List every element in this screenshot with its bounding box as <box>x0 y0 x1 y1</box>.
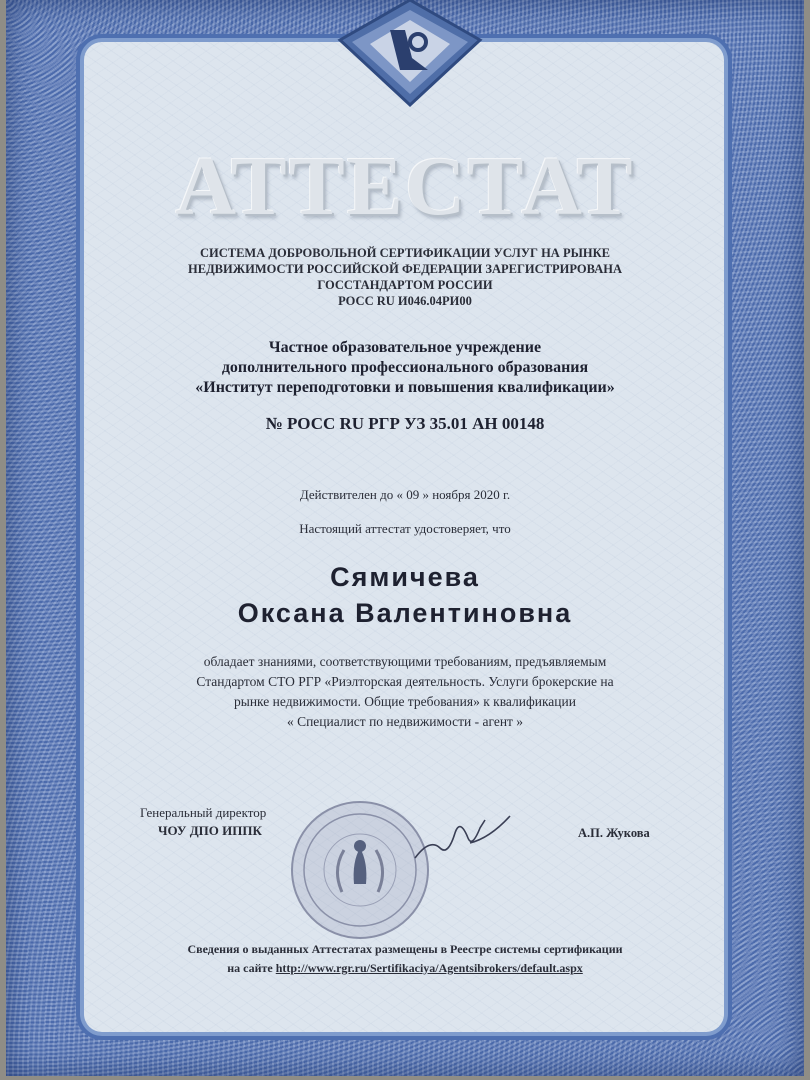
certificate-title: АТТЕСТАТ <box>175 140 635 233</box>
system-line: НЕДВИЖИМОСТИ РОССИЙСКОЙ ФЕДЕРАЦИИ ЗАРЕГИСТРИРОВАНА <box>188 262 622 276</box>
organization-line: дополнительного профессионального образования <box>221 359 589 376</box>
statement-line: рынке недвижимости. Общие требования» к квалификации <box>234 694 576 709</box>
system-line: ГОССТАНДАРТОМ РОССИИ <box>317 278 493 292</box>
statement-line: Стандартом СТО РГР «Риэлторская деятельность. Услуги брокерские на <box>196 674 614 689</box>
validity-date: Действителен до « 09 » ноября 2020 г. <box>299 487 511 502</box>
registry-link[interactable]: http://www.rgr.ru/Sertifikaciya/Agentsibrokers/default.aspx <box>275 961 583 975</box>
registry-prefix: на сайте <box>227 961 276 975</box>
emblem-logo-icon <box>300 0 520 110</box>
system-line: РОСС RU И046.04РИ00 <box>338 294 472 308</box>
certification-system-text <box>100 245 710 309</box>
holder-surname: Сямичева <box>330 562 480 592</box>
statement-line: « Специалист по недвижимости - агент » <box>286 714 524 729</box>
organization-line: «Институт переподготовки и повышения квалификации» <box>195 379 615 396</box>
certifies-statement: Настоящий аттестат удостоверяет, что <box>299 521 511 536</box>
registry-note <box>100 940 710 978</box>
director-organization: ЧОУ ДПО ИППК <box>158 823 262 838</box>
qualification-statement <box>100 652 710 732</box>
issuing-organization <box>95 338 715 398</box>
director-title: Генеральный директор <box>140 805 267 820</box>
director-signature <box>410 808 520 868</box>
system-line: СИСТЕМА ДОБРОВОЛЬНОЙ СЕРТИФИКАЦИИ УСЛУГ НА РЫНКЕ <box>199 246 610 260</box>
registry-line: Сведения о выданных Аттестатах размещены в Реестре системы сертификации <box>187 942 623 956</box>
registry-line <box>100 959 710 978</box>
holder-given-names: Оксана Валентиновна <box>237 598 573 628</box>
director-block <box>140 804 360 840</box>
organization-line: Частное образовательное учреждение <box>268 339 542 356</box>
statement-line: обладает знаниями, соответствующими требованиям, предъявляемым <box>203 654 607 669</box>
director-name: А.П. Жукова <box>578 826 650 840</box>
certificate-number: № РОСС RU РГР УЗ 35.01 АН 00148 <box>265 414 545 433</box>
